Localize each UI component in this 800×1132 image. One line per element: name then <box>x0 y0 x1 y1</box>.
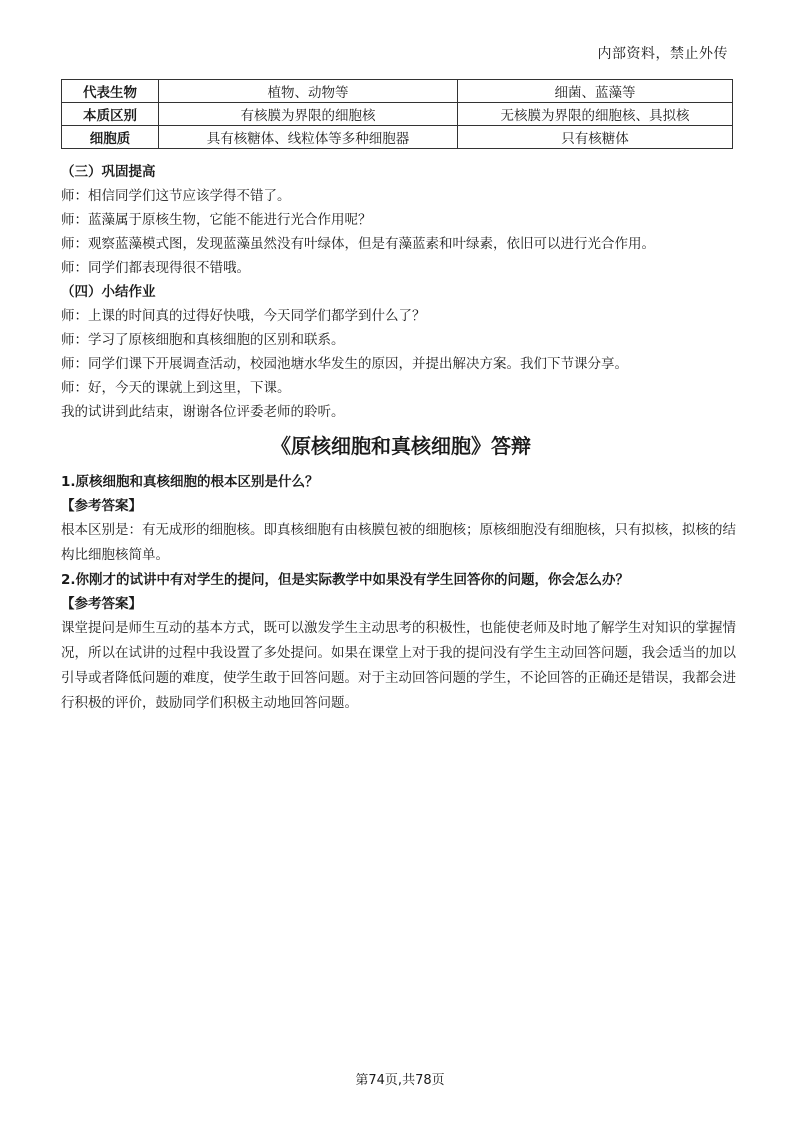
answer-1-text: 根本区别是：有无成形的细胞核。即真核细胞有由核膜包被的细胞核；原核细胞没有细胞核，只有拟核，拟核的结构比细胞核简单。 <box>61 522 736 563</box>
closing-line: 我的试讲到此结束，谢谢各位评委老师的聆听。 <box>61 404 345 420</box>
dialogue-line: 师：同学们课下开展调查活动，校园池塘水华发生的原因，并提出解决方案。我们下节课分享。 <box>61 356 628 372</box>
prokaryote-cell: 无核膜为界限的细胞核、具拟核 <box>458 103 733 126</box>
question-1: 1.原核细胞和真核细胞的根本区别是什么？ <box>61 474 319 490</box>
dialogue-line: 师：相信同学们这节应该学得不错了。 <box>61 188 291 204</box>
question-2: 2.你刚才的试讲中有对学生的提问，但是实际教学中如果没有学生回答你的问题，你会怎么办？ <box>61 572 630 588</box>
table-row <box>62 126 733 149</box>
dialogue-line: 师：蓝藻属于原核生物，它能不能进行光合作用呢？ <box>61 212 372 228</box>
dialogue-line: 师：观察蓝藻模式图，发现蓝藻虽然没有叶绿体，但是有藻蓝素和叶绿素，依旧可以进行光合作用。 <box>61 236 655 252</box>
dialogue-line: 师：上课的时间真的过得好快哦，今天同学们都学到什么了？ <box>61 308 426 324</box>
answer-label: 【参考答案】 <box>61 498 142 514</box>
row-label: 代表生物 <box>62 80 159 103</box>
dialogue-line: 师：学习了原核细胞和真核细胞的区别和联系。 <box>61 332 345 348</box>
dialogue-line: 师：同学们都表现得很不错哦。 <box>61 260 250 276</box>
row-label: 本质区别 <box>62 103 159 126</box>
page-number: 第74页,共78页 <box>355 1073 445 1088</box>
document-body <box>61 160 741 716</box>
prokaryote-cell: 细菌、蓝藻等 <box>458 80 733 103</box>
header-note: 内部资料，禁止外传 <box>597 46 728 62</box>
answer-label: 【参考答案】 <box>61 596 142 612</box>
eukaryote-cell: 有核膜为界限的细胞核 <box>159 103 458 126</box>
table-row <box>62 103 733 126</box>
row-label: 细胞质 <box>62 126 159 149</box>
table-row <box>62 80 733 103</box>
section-title: （四）小结作业 <box>61 284 156 300</box>
dialogue-line: 师：好，今天的课就上到这里，下课。 <box>61 380 291 396</box>
comparison-table <box>61 79 733 149</box>
prokaryote-cell: 只有核糖体 <box>458 126 733 149</box>
defense-title: 《原核细胞和真核细胞》答辩 <box>271 434 531 458</box>
answer-2-text: 课堂提问是师生互动的基本方式，既可以激发学生主动思考的积极性，也能使老师及时地了解学生对知识的掌握情况，所以在试讲的过程中我设置了多处提问。如果在课堂上对于我的提问没有学生主动回答问题，我会适当的加以引导或者降低问题的难度，使学生敢于回答问题。对于主动回答问题的学生，不论回答的正确还是错误，我都会进行积极的评价，鼓励同学们积极主动地回答问题。 <box>61 620 736 711</box>
section-title: （三）巩固提高 <box>61 164 156 180</box>
eukaryote-cell: 具有核糖体、线粒体等多种细胞器 <box>159 126 458 149</box>
eukaryote-cell: 植物、动物等 <box>159 80 458 103</box>
